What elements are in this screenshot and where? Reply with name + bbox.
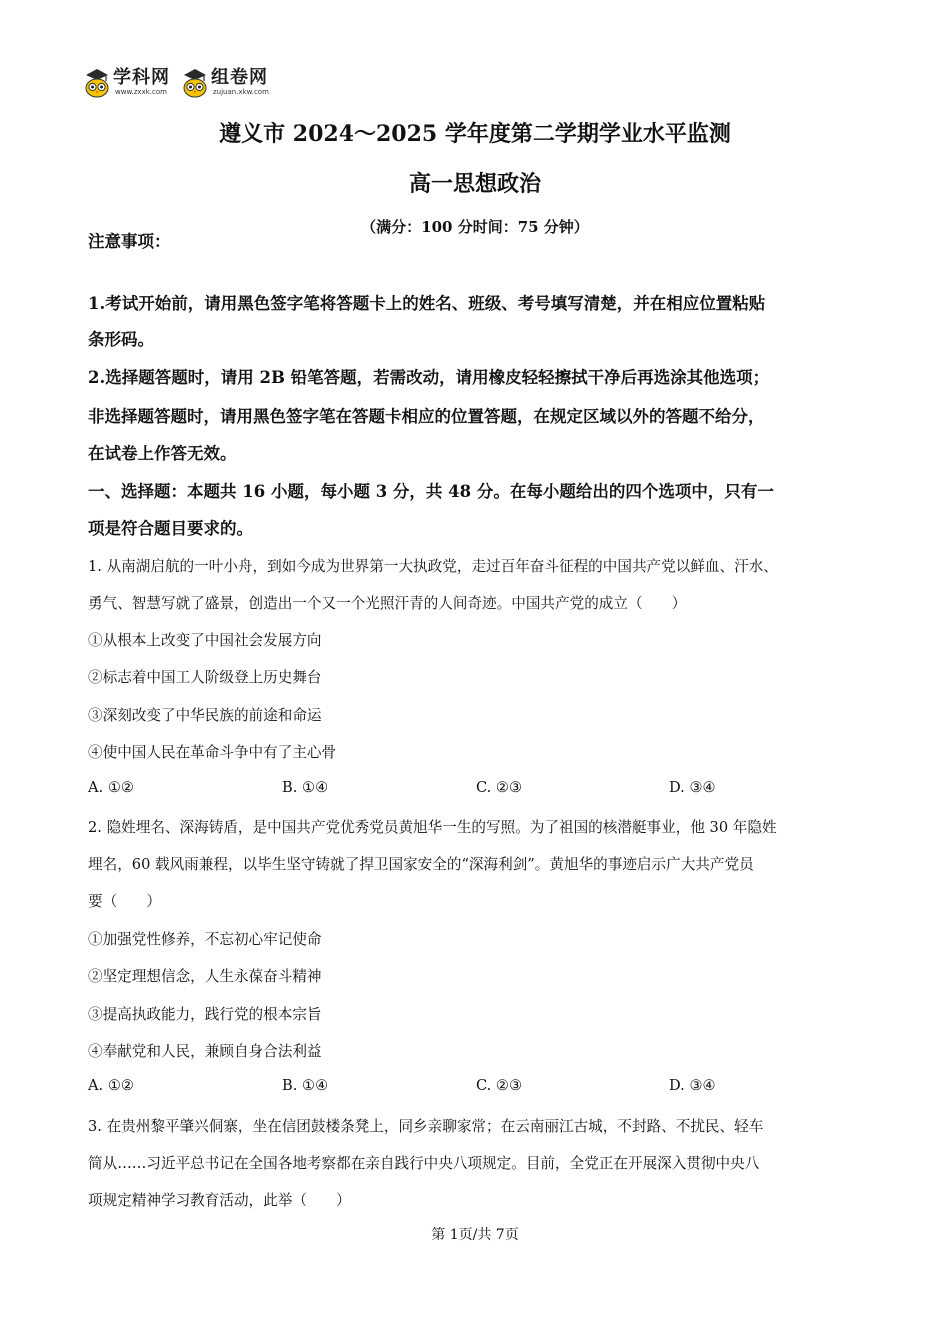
option-d: D. ③④ bbox=[669, 1077, 716, 1094]
option-a: A. ①② bbox=[88, 1077, 134, 1094]
logo-name: 组卷网 bbox=[211, 67, 268, 88]
question-3-stem-line-2: 简从……习近平总书记在全国各地考察都在亲自践行中央八项规定。目前，全党正在开展深入贯彻中央八 bbox=[88, 1155, 760, 1172]
question-3-stem-line-3: 项规定精神学习教育活动，此举（ ） bbox=[88, 1192, 351, 1209]
question-1-item: ①从根本上改变了中国社会发展方向 bbox=[88, 632, 322, 649]
owl-mascot-icon bbox=[182, 68, 208, 98]
question-1-stem-line-2: 勇气、智慧写就了盛景，创造出一个又一个光照汗青的人间奇迹。中国共产党的成立（ ） bbox=[88, 595, 687, 612]
logo-zujuanwang bbox=[182, 68, 269, 98]
header-logos bbox=[84, 68, 269, 108]
question-1-item: ③深刻改变了中华民族的前途和命运 bbox=[88, 707, 322, 724]
exam-title: 遵义市 2024～2025 学年度第二学期学业水平监测 bbox=[219, 121, 731, 147]
option-d: D. ③④ bbox=[669, 779, 716, 796]
notes-heading: 注意事项： bbox=[88, 232, 171, 251]
question-2-stem-line-3: 要（ ） bbox=[88, 893, 161, 910]
logo-name: 学科网 bbox=[113, 67, 170, 88]
logo-xuekewang bbox=[84, 68, 170, 98]
logo-url: zujuan.xkw.com bbox=[213, 88, 269, 96]
question-2-item: ①加强党性修养，不忘初心牢记使命 bbox=[88, 931, 322, 948]
owl-mascot-icon bbox=[84, 68, 110, 98]
question-3-stem-line-1: 3. 在贵州黎平肇兴侗寨，坐在信团鼓楼条凳上，同乡亲聊家常；在云南丽江古城，不封路、不扰民、轻车 bbox=[88, 1118, 764, 1135]
question-2-item: ③提高执政能力，践行党的根本宗旨 bbox=[88, 1006, 322, 1023]
section-heading-line-2: 项是符合题目要求的。 bbox=[88, 519, 253, 538]
question-2-stem-line-1: 2. 隐姓埋名、深海铸盾，是中国共产党优秀党员黄旭华一生的写照。为了祖国的核潜艇事业，他 30 年隐姓 bbox=[88, 819, 777, 836]
score-time: （满分：100 分时间：75 分钟） bbox=[361, 218, 589, 236]
note-2-line-3: 在试卷上作答无效。 bbox=[88, 444, 237, 463]
note-2-line-1: 2.选择题答题时，请用 2B 铅笔答题，若需改动，请用橡皮轻轻擦拭干净后再选涂其他选项； bbox=[88, 368, 770, 387]
option-b: B. ①④ bbox=[282, 1077, 329, 1094]
option-b: B. ①④ bbox=[282, 779, 329, 796]
note-2-line-2: 非选择题答题时，请用黑色签字笔在答题卡相应的位置答题，在规定区域以外的答题不给分， bbox=[88, 407, 765, 426]
question-2-item: ④奉献党和人民，兼顾自身合法利益 bbox=[88, 1043, 322, 1060]
section-heading-line-1: 一、选择题：本题共 16 小题，每小题 3 分，共 48 分。在每小题给出的四个选项中，只有一 bbox=[88, 482, 774, 501]
option-c: C. ②③ bbox=[476, 1077, 523, 1094]
note-1-line-1: 1.考试开始前，请用黑色签字笔将答题卡上的姓名、班级、考号填写清楚，并在相应位置粘贴 bbox=[88, 294, 766, 313]
question-1-item: ②标志着中国工人阶级登上历史舞台 bbox=[88, 669, 322, 686]
question-1-stem-line-1: 1. 从南湖启航的一叶小舟，到如今成为世界第一大执政党，走过百年奋斗征程的中国共产党以鲜血、汗水、 bbox=[88, 558, 778, 575]
note-1-line-2: 条形码。 bbox=[88, 330, 154, 349]
logo-url: www.zxxk.com bbox=[115, 88, 167, 96]
question-2-item: ②坚定理想信念，人生永葆奋斗精神 bbox=[88, 968, 322, 985]
subject-title: 高一思想政治 bbox=[408, 171, 541, 197]
option-c: C. ②③ bbox=[476, 779, 523, 796]
question-2-stem-line-2: 埋名，60 载风雨兼程，以毕生坚守铸就了捍卫国家安全的“深海利剑”。黄旭华的事迹启示广大共产党员 bbox=[88, 856, 754, 873]
option-a: A. ①② bbox=[88, 779, 134, 796]
question-1-item: ④使中国人民在革命斗争中有了主心骨 bbox=[88, 744, 337, 761]
page-footer: 第 1页/共 7页 bbox=[431, 1227, 519, 1243]
